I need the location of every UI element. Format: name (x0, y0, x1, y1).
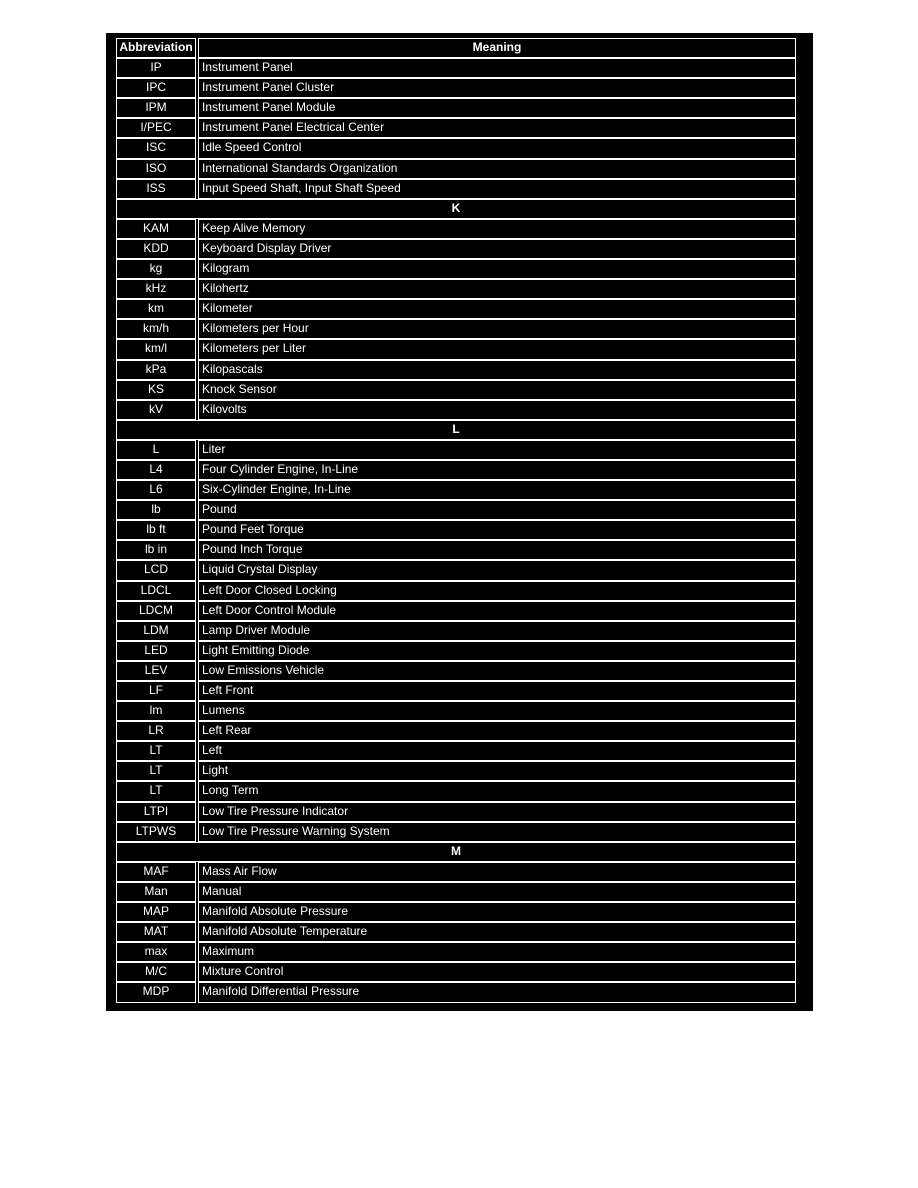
meaning-cell: Kilogram (198, 259, 796, 279)
abbreviation-cell: L (116, 440, 196, 460)
meaning-cell: Keyboard Display Driver (198, 239, 796, 259)
abbreviation-cell: kg (116, 259, 196, 279)
abbreviation-cell: KAM (116, 219, 196, 239)
abbreviation-cell: LT (116, 781, 196, 801)
table-row (116, 781, 796, 801)
abbreviation-cell: ISO (116, 159, 196, 179)
abbreviation-cell: lm (116, 701, 196, 721)
abbreviation-cell: KS (116, 380, 196, 400)
meaning-cell: Six-Cylinder Engine, In-Line (198, 480, 796, 500)
abbreviation-cell: KDD (116, 239, 196, 259)
meaning-cell: Kilovolts (198, 400, 796, 420)
table-row (116, 460, 796, 480)
section-letter: K (116, 199, 796, 219)
table-row (116, 922, 796, 942)
table-row (116, 98, 796, 118)
meaning-cell: Manifold Absolute Pressure (198, 902, 796, 922)
table-row (116, 380, 796, 400)
meaning-cell: Knock Sensor (198, 380, 796, 400)
table-row (116, 601, 796, 621)
section-header-row (116, 420, 796, 440)
column-header-abbreviation: Abbreviation (116, 38, 196, 58)
meaning-cell: Pound (198, 500, 796, 520)
section-header-row (116, 842, 796, 862)
meaning-cell: Keep Alive Memory (198, 219, 796, 239)
table-row (116, 440, 796, 460)
abbreviation-cell: LCD (116, 560, 196, 580)
abbreviation-cell: I/PEC (116, 118, 196, 138)
table-row (116, 882, 796, 902)
abbreviation-cell: MAP (116, 902, 196, 922)
table-row (116, 400, 796, 420)
table-row (116, 982, 796, 1002)
abbreviation-cell: kHz (116, 279, 196, 299)
table-row (116, 540, 796, 560)
abbreviation-cell: LTPWS (116, 822, 196, 842)
abbreviation-cell: LDCL (116, 581, 196, 601)
abbreviation-cell: LF (116, 681, 196, 701)
abbreviation-cell: MAT (116, 922, 196, 942)
meaning-cell: Liter (198, 440, 796, 460)
abbreviation-cell: L4 (116, 460, 196, 480)
meaning-cell: Left Door Closed Locking (198, 581, 796, 601)
meaning-cell: Manifold Absolute Temperature (198, 922, 796, 942)
table-row (116, 962, 796, 982)
table-row (116, 641, 796, 661)
abbreviation-cell: km/h (116, 319, 196, 339)
meaning-cell: Kilometers per Hour (198, 319, 796, 339)
abbreviation-cell: ISS (116, 179, 196, 199)
abbreviation-grid (116, 38, 796, 1003)
meaning-cell: Manifold Differential Pressure (198, 982, 796, 1002)
meaning-cell: Kilohertz (198, 279, 796, 299)
meaning-cell: Manual (198, 882, 796, 902)
abbreviation-cell: LED (116, 641, 196, 661)
meaning-cell: Pound Inch Torque (198, 540, 796, 560)
abbreviation-cell: LT (116, 741, 196, 761)
meaning-cell: Input Speed Shaft, Input Shaft Speed (198, 179, 796, 199)
meaning-cell: Maximum (198, 942, 796, 962)
meaning-cell: Instrument Panel Cluster (198, 78, 796, 98)
abbreviation-cell: LTPI (116, 802, 196, 822)
abbreviation-cell: MDP (116, 982, 196, 1002)
meaning-cell: Kilopascals (198, 360, 796, 380)
meaning-cell: Idle Speed Control (198, 138, 796, 158)
abbreviation-table (106, 33, 813, 1011)
abbreviation-cell: lb (116, 500, 196, 520)
abbreviation-cell: MAF (116, 862, 196, 882)
abbreviation-cell: max (116, 942, 196, 962)
abbreviation-cell: LR (116, 721, 196, 741)
meaning-cell: Long Term (198, 781, 796, 801)
abbreviation-cell: km/l (116, 339, 196, 359)
abbreviation-cell: L6 (116, 480, 196, 500)
meaning-cell: Mass Air Flow (198, 862, 796, 882)
meaning-cell: Left Rear (198, 721, 796, 741)
table-row (116, 621, 796, 641)
meaning-cell: Lumens (198, 701, 796, 721)
table-row (116, 701, 796, 721)
table-row (116, 721, 796, 741)
meaning-cell: Mixture Control (198, 962, 796, 982)
abbreviation-cell: lb ft (116, 520, 196, 540)
meaning-cell: Instrument Panel Electrical Center (198, 118, 796, 138)
table-row (116, 78, 796, 98)
meaning-cell: Low Tire Pressure Indicator (198, 802, 796, 822)
meaning-cell: Four Cylinder Engine, In-Line (198, 460, 796, 480)
table-row (116, 480, 796, 500)
abbreviation-cell: LDM (116, 621, 196, 641)
abbreviation-cell: kPa (116, 360, 196, 380)
meaning-cell: Low Emissions Vehicle (198, 661, 796, 681)
column-header-meaning: Meaning (198, 38, 796, 58)
table-row (116, 259, 796, 279)
abbreviation-cell: LDCM (116, 601, 196, 621)
table-row (116, 339, 796, 359)
table-row (116, 802, 796, 822)
meaning-cell: Left Front (198, 681, 796, 701)
meaning-cell: Left (198, 741, 796, 761)
meaning-cell: Instrument Panel Module (198, 98, 796, 118)
meaning-cell: Light (198, 761, 796, 781)
section-letter: M (116, 842, 796, 862)
abbreviation-cell: Man (116, 882, 196, 902)
table-row (116, 179, 796, 199)
abbreviation-cell: ISC (116, 138, 196, 158)
abbreviation-cell: IPM (116, 98, 196, 118)
meaning-cell: International Standards Organization (198, 159, 796, 179)
table-row (116, 942, 796, 962)
section-header-row (116, 199, 796, 219)
table-row (116, 741, 796, 761)
abbreviation-cell: km (116, 299, 196, 319)
abbreviation-cell: M/C (116, 962, 196, 982)
table-row (116, 360, 796, 380)
meaning-cell: Left Door Control Module (198, 601, 796, 621)
table-row (116, 159, 796, 179)
table-row (116, 661, 796, 681)
table-row (116, 681, 796, 701)
meaning-cell: Low Tire Pressure Warning System (198, 822, 796, 842)
table-row (116, 581, 796, 601)
table-row (116, 239, 796, 259)
meaning-cell: Kilometer (198, 299, 796, 319)
table-row (116, 319, 796, 339)
meaning-cell: Liquid Crystal Display (198, 560, 796, 580)
abbreviation-cell: LEV (116, 661, 196, 681)
abbreviation-cell: lb in (116, 540, 196, 560)
abbreviation-cell: kV (116, 400, 196, 420)
table-row (116, 219, 796, 239)
table-row (116, 560, 796, 580)
table-row (116, 761, 796, 781)
abbreviation-cell: IP (116, 58, 196, 78)
table-row (116, 279, 796, 299)
table-row (116, 520, 796, 540)
table-row (116, 822, 796, 842)
table-header-row (116, 38, 796, 58)
table-row (116, 138, 796, 158)
meaning-cell: Kilometers per Liter (198, 339, 796, 359)
table-row (116, 862, 796, 882)
abbreviation-cell: IPC (116, 78, 196, 98)
meaning-cell: Lamp Driver Module (198, 621, 796, 641)
meaning-cell: Pound Feet Torque (198, 520, 796, 540)
table-row (116, 500, 796, 520)
table-row (116, 118, 796, 138)
meaning-cell: Instrument Panel (198, 58, 796, 78)
section-letter: L (116, 420, 796, 440)
meaning-cell: Light Emitting Diode (198, 641, 796, 661)
table-row (116, 299, 796, 319)
abbreviation-cell: LT (116, 761, 196, 781)
table-row (116, 58, 796, 78)
table-row (116, 902, 796, 922)
